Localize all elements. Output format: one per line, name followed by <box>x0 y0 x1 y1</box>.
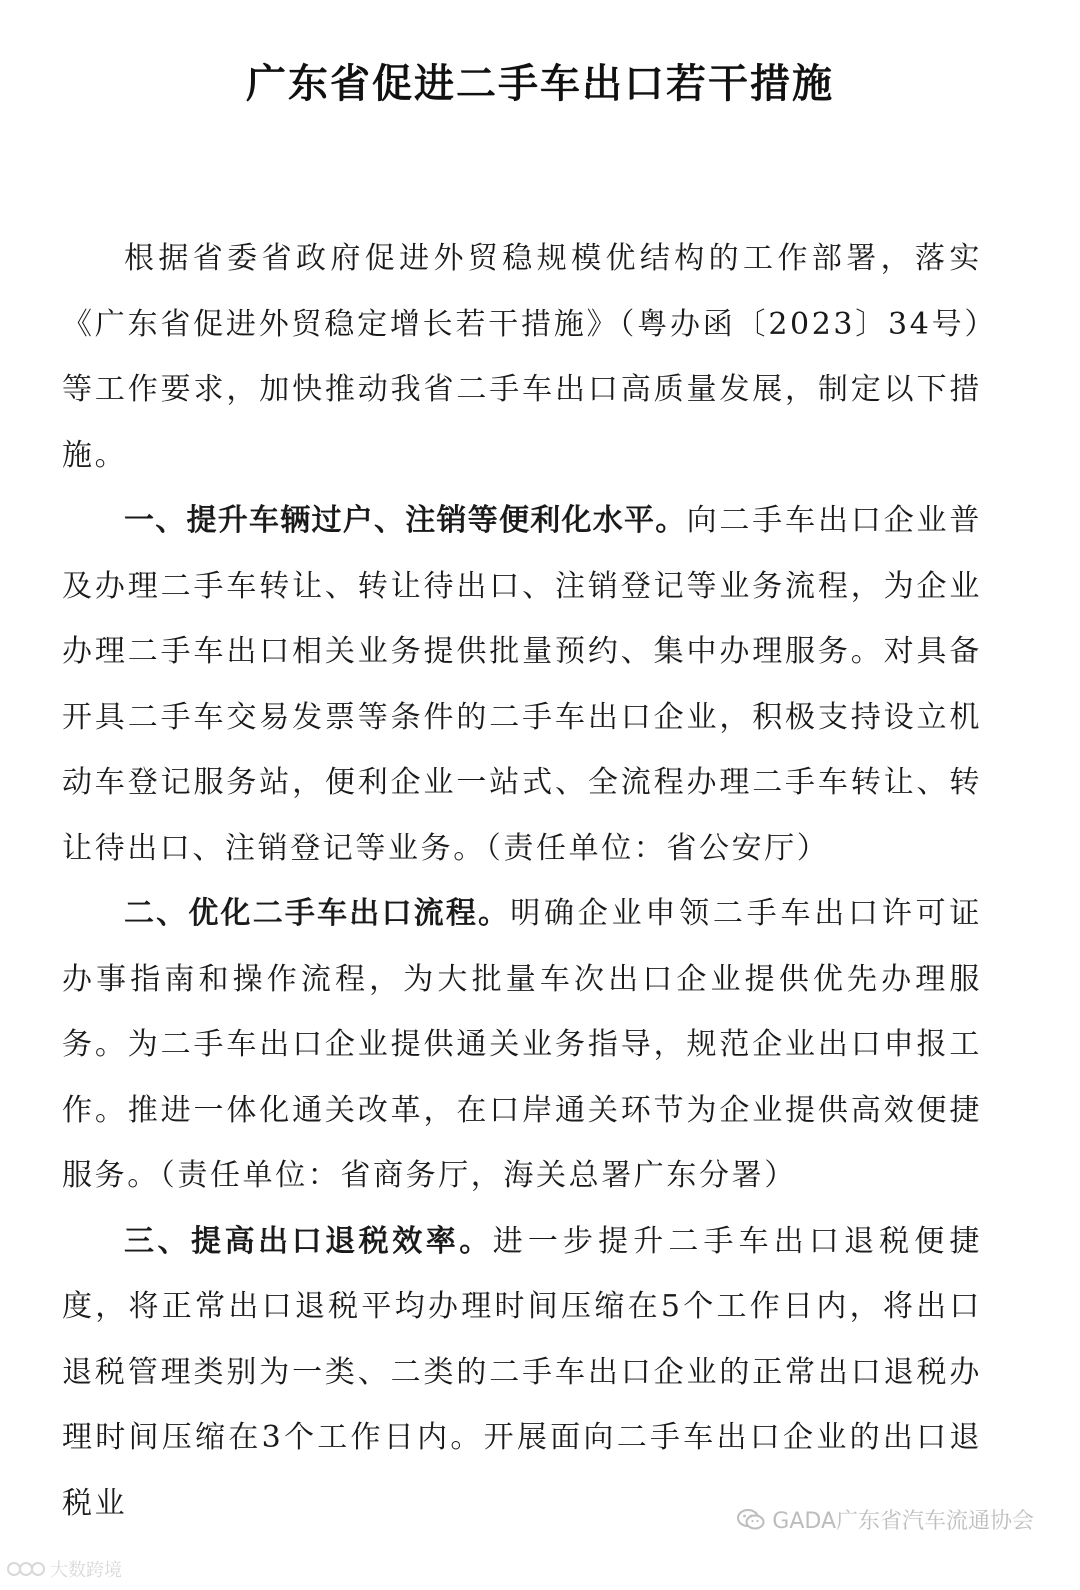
section-3-heading: 三、提高出口退税效率。 <box>124 1223 493 1259</box>
gada-watermark <box>736 1504 1034 1535</box>
section-2-heading: 二、优化二手车出口流程。 <box>124 896 511 931</box>
wechat-icon <box>736 1507 766 1533</box>
document-title: 广东省促进二手车出口若干措施 <box>246 61 834 107</box>
intro-paragraph: 根据省委省政府促进外贸稳规模优结构的工作部署，落实《广东省促进外贸稳定增长若干措施》（粤办函〔2023〕34号）等工作要求，加快推动我省二手车出口高质量发展，制定以下措施。 <box>62 241 982 473</box>
section-2-text: 明确企业申领二手车出口许可证办事指南和操作流程，为大批量车次出口企业提供优先办理服务。为二手车出口企业提供通关业务指导，规范企业出口申报工作。推进一体化通关改革，在口岸通关环节为企业提供高效便捷服务。（责任单位：省商务厅，海关总署广东分署） <box>62 896 983 1193</box>
document-body <box>62 226 982 1536</box>
gada-watermark-text: GADA广东省汽车流通协会 <box>772 1509 1034 1534</box>
section-3 <box>62 1209 982 1537</box>
section-2 <box>62 881 982 1209</box>
section-3-text: 进一步提升二手车出口退税便捷度，将正常出口退税平均办理时间压缩在5个工作日内，将出口退税管理类别为一类、二类的二手车出口企业的正常出口退税办理时间压缩在3个工作日内。开展面向二手车出口企业的出口退税业 <box>62 1223 983 1521</box>
section-1-heading: 一、提升车辆过户、注销等便利化水平。 <box>124 503 687 538</box>
dashu-watermark-text: 大数跨境 <box>50 1560 122 1581</box>
section-1-text: 向二手车出口企业普及办理二手车转让、转让待出口、注销登记等业务流程，为企业办理二手车出口相关业务提供批量预约、集中办理服务。对具备开具二手车交易发票等条件的二手车出口企业，积极支持设立机动车登记服务站，便利企业一站式、全流程办理二手车转让、转让待出口、注销登记等业务。（责任单位：省公安厅） <box>62 503 983 866</box>
dashu-watermark <box>6 1556 122 1582</box>
dashu-logo-icon <box>6 1559 46 1579</box>
section-1 <box>62 488 982 881</box>
